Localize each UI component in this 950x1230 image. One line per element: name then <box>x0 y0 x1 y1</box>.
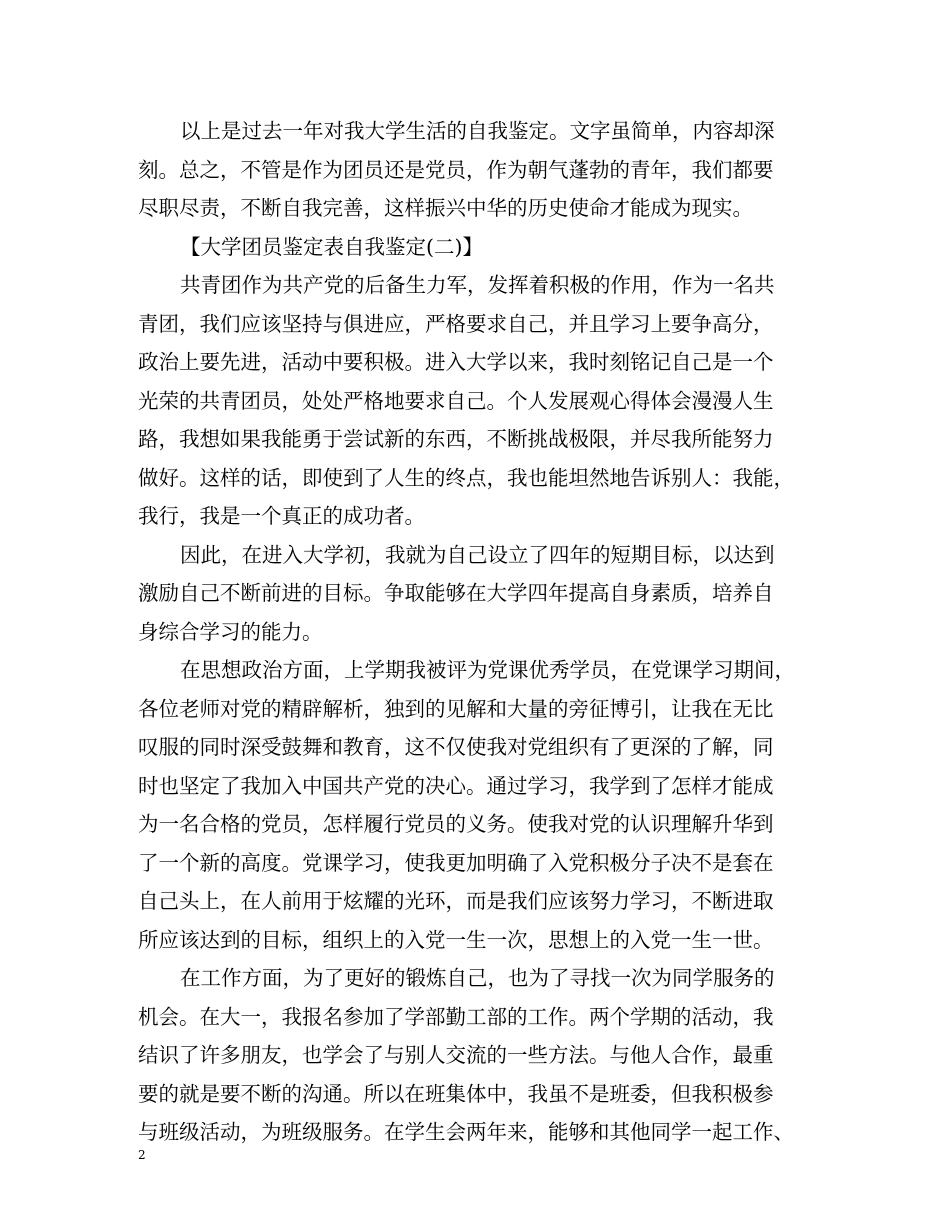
text-line: 共青团作为共产党的后备生力军，发挥着积极的作用，作为一名共 <box>180 273 775 297</box>
text-line: 要的就是要不断的沟通。所以在班集体中，我虽不是班委，但我积极参 <box>138 1081 774 1106</box>
text-line: 与班级活动，为班级服务。在学生会两年来，能够和其他同学一起工作、 <box>138 1120 794 1144</box>
document-body <box>138 112 814 1152</box>
text-line: 在思想政治方面，上学期我被评为党课优秀学员，在党课学习期间， <box>180 658 795 682</box>
page-number: 2 <box>138 1148 146 1162</box>
text-line: 所应该达到的目标，组织上的入党一生一次，思想上的入党一生一世。 <box>138 927 774 952</box>
text-line: 激励自己不断前进的目标。争取能够在大学四年提高自身素质，培养自 <box>138 581 774 605</box>
text-line: 因此，在进入大学初，我就为自己设立了四年的短期目标，以达到 <box>180 542 775 567</box>
text-line: 结识了许多朋友，也学会了与别人交流的一些方法。与他人合作，最重 <box>138 1043 774 1067</box>
text-line: 身综合学习的能力。 <box>138 619 323 644</box>
text-line: 机会。在大一，我报名参加了学部勤工部的工作。两个学期的活动，我 <box>138 1004 774 1029</box>
text-line: 了一个新的高度。党课学习，使我更加明确了入党积极分子决不是套在 <box>138 850 774 875</box>
text-line: 光荣的共青团员，处处严格地要求自己。个人发展观心得体会漫漫人生 <box>138 388 774 413</box>
text-line: 为一名合格的党员，怎样履行党员的义务。使我对党的认识理解升华到 <box>138 812 774 836</box>
text-line: 尽职尽责，不断自我完善，这样振兴中华的历史使命才能成为现实。 <box>138 196 753 220</box>
text-line: 时也坚定了我加入中国共产党的决心。通过学习，我学到了怎样才能成 <box>138 773 774 798</box>
text-line: 刻。总之，不管是作为团员还是党员，作为朝气蓬勃的青年，我们都要 <box>138 157 774 182</box>
text-line: 各位老师对党的精辟解析，独到的见解和大量的旁征博引，让我在无比 <box>138 696 774 721</box>
text-line: 在工作方面，为了更好的锻炼自己，也为了寻找一次为同学服务的 <box>180 966 775 990</box>
text-line: 做好。这样的话，即使到了人生的终点，我也能坦然地告诉别人：我能， <box>138 465 794 490</box>
section-heading: 【大学团员鉴定表自我鉴定(二)】 <box>180 234 483 259</box>
text-line: 自己头上，在人前用于炫耀的光环，而是我们应该努力学习，不断进取 <box>138 889 774 913</box>
text-line: 叹服的同时深受鼓舞和教育，这不仅使我对党组织有了更深的了解，同 <box>138 735 774 759</box>
text-line: 路，我想如果我能勇于尝试新的东西，不断挑战极限，并尽我所能努力 <box>138 427 774 451</box>
text-line: 青团，我们应该坚持与俱进应，严格要求自己，并且学习上要争高分， <box>138 311 774 336</box>
text-line: 以上是过去一年对我大学生活的自我鉴定。文字虽简单，内容却深 <box>180 119 775 143</box>
text-line: 我行，我是一个真正的成功者。 <box>138 504 425 528</box>
text-line: 政治上要先进，活动中要积极。进入大学以来，我时刻铭记自己是一个 <box>138 350 774 374</box>
